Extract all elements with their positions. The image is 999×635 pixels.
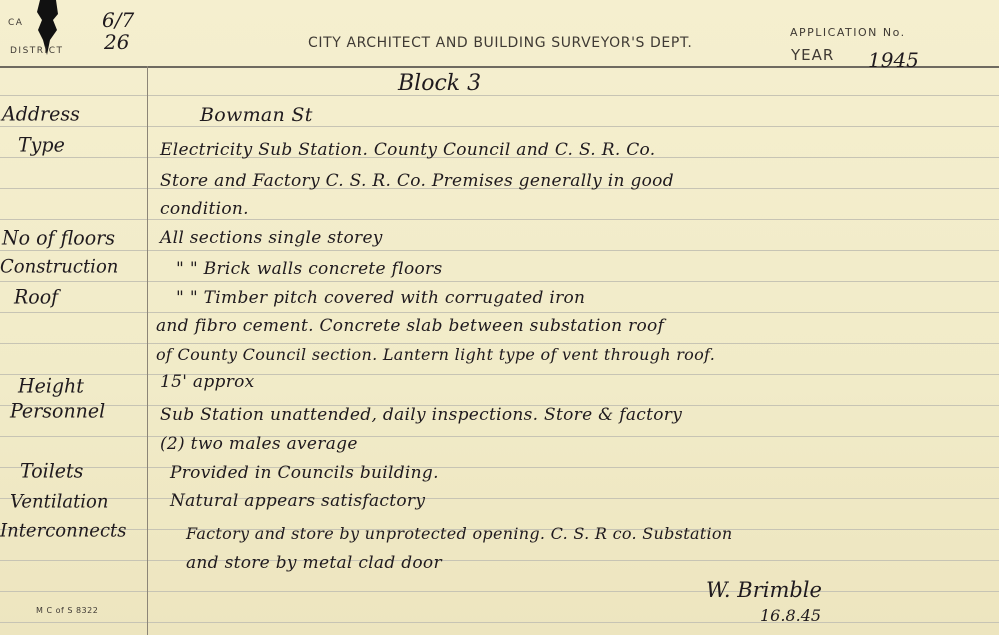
value-roof-line-1: " " Timber pitch covered with corrugated iron — [176, 288, 586, 308]
value-floors: All sections single storey — [160, 228, 383, 248]
value-type-line-2: Store and Factory C. S. R. Co. Premises generally in good — [160, 171, 674, 191]
year-label: YEAR — [791, 46, 835, 64]
case-label: CA — [8, 18, 24, 28]
value-height: 15' approx — [160, 372, 255, 392]
value-toilets: Provided in Councils building. — [170, 463, 439, 483]
application-label: APPLICATION No. — [790, 26, 906, 39]
label-interconnects: Interconnects — [0, 519, 127, 542]
label-personnel: Personnel — [10, 399, 106, 423]
label-column-divider — [147, 66, 148, 635]
signature-date: 16.8.45 — [760, 606, 822, 625]
label-height: Height — [18, 374, 84, 398]
value-roof-line-2: and fibro cement. Concrete slab between substation roof — [156, 316, 665, 336]
district-value: 26 — [104, 30, 130, 54]
signature: W. Brimble — [706, 578, 822, 602]
value-personnel-line-2: (2) two males average — [160, 434, 358, 454]
value-roof-line-3: of County Council section. Lantern light type of vent through roof. — [156, 345, 716, 364]
ruled-line — [0, 560, 999, 561]
department-title: CITY ARCHITECT AND BUILDING SURVEYOR'S DEPT. — [308, 35, 693, 51]
label-type: Type — [18, 133, 65, 157]
value-construction: " " Brick walls concrete floors — [176, 259, 443, 279]
ruled-line — [0, 591, 999, 592]
value-interconnects-line-2: and store by metal clad door — [186, 553, 442, 573]
value-type-line-1: Electricity Sub Station. County Council and C. S. R. Co. — [160, 140, 656, 160]
district-label: DISTRICT — [10, 46, 64, 56]
ruled-line — [0, 622, 999, 623]
ruled-line — [0, 126, 999, 127]
label-ventilation: Ventilation — [10, 490, 109, 513]
value-address: Bowman St — [200, 104, 313, 126]
form-code: M C of S 8322 — [36, 606, 99, 615]
ruled-line — [0, 343, 999, 344]
label-roof: Roof — [14, 285, 59, 309]
label-toilets: Toilets — [20, 459, 84, 483]
ruled-line — [0, 95, 999, 96]
ruled-line — [0, 312, 999, 313]
year-value: 1945 — [868, 48, 919, 72]
ruled-line — [0, 281, 999, 282]
ruled-line — [0, 250, 999, 251]
value-type-line-3: condition. — [160, 199, 249, 219]
value-interconnects-line-1: Factory and store by unprotected opening. C. S. R co. Substation — [186, 524, 733, 543]
label-address: Address — [2, 102, 80, 126]
ruled-line — [0, 436, 999, 437]
ruled-line — [0, 219, 999, 220]
ruled-line — [0, 498, 999, 499]
value-personnel-line-1: Sub Station unattended, daily inspections. Store & factory — [160, 405, 683, 425]
label-construction: Construction — [0, 255, 119, 278]
block-title: Block 3 — [398, 71, 482, 96]
label-floors: No of floors — [2, 226, 115, 250]
ruled-line — [0, 374, 999, 375]
ruled-line — [0, 467, 999, 468]
case-value: 6/7 — [102, 8, 135, 32]
header-divider — [0, 66, 999, 68]
value-ventilation: Natural appears satisfactory — [170, 491, 426, 511]
